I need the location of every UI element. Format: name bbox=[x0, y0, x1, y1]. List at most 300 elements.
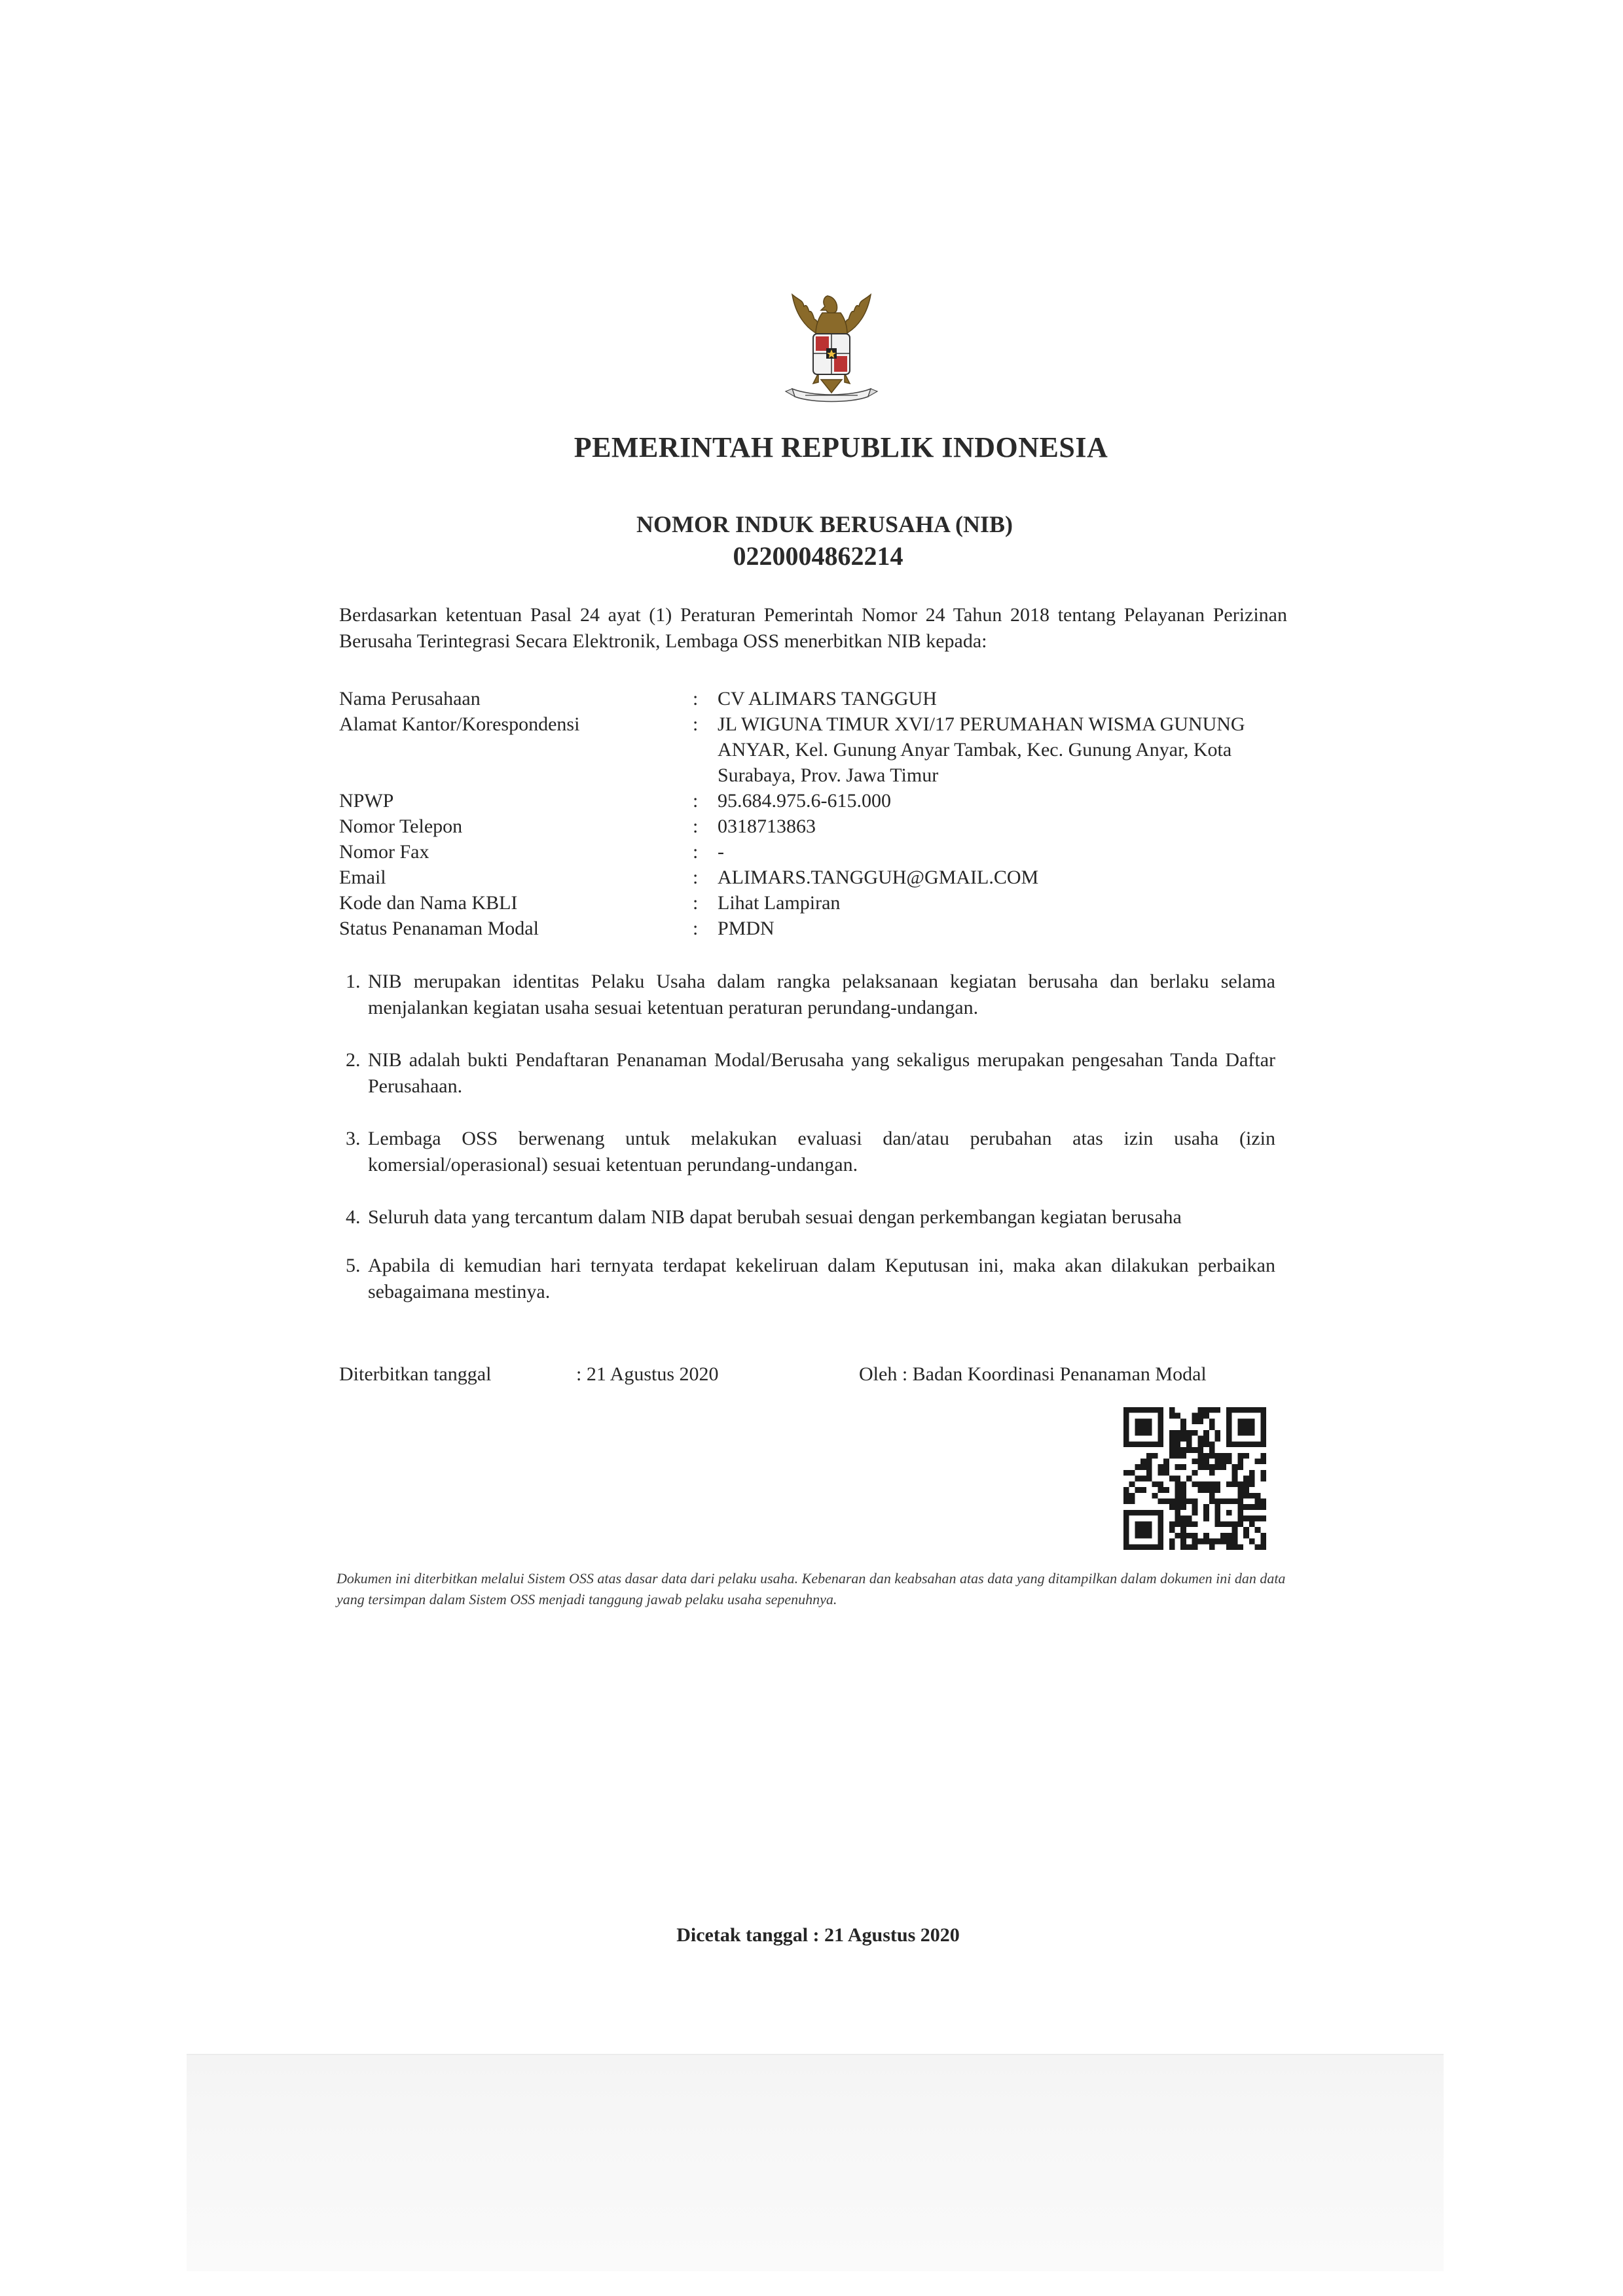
qr-module bbox=[1135, 1544, 1140, 1550]
company-info-table bbox=[339, 686, 1295, 941]
qr-module bbox=[1215, 1510, 1221, 1516]
qr-module bbox=[1203, 1441, 1209, 1447]
qr-module bbox=[1180, 1447, 1186, 1453]
qr-module bbox=[1249, 1441, 1255, 1447]
qr-module bbox=[1129, 1481, 1135, 1487]
qr-module bbox=[1237, 1493, 1243, 1499]
field-colon: : bbox=[693, 918, 699, 939]
qr-module bbox=[1243, 1430, 1249, 1436]
qr-module bbox=[1237, 1458, 1243, 1464]
qr-module bbox=[1255, 1441, 1261, 1447]
field-label: Alamat Kantor/Korespondensi bbox=[339, 713, 580, 735]
qr-module bbox=[1135, 1527, 1140, 1533]
field-colon: : bbox=[693, 713, 699, 735]
qr-module bbox=[1175, 1430, 1180, 1436]
qr-module bbox=[1140, 1441, 1146, 1447]
qr-module bbox=[1158, 1499, 1163, 1505]
qr-module bbox=[1237, 1544, 1243, 1550]
qr-module bbox=[1209, 1447, 1215, 1453]
qr-module bbox=[1146, 1527, 1152, 1533]
qr-module bbox=[1186, 1533, 1192, 1539]
qr-module bbox=[1226, 1481, 1232, 1487]
qr-module bbox=[1175, 1464, 1180, 1470]
qr-module bbox=[1260, 1458, 1266, 1464]
qr-module bbox=[1243, 1487, 1249, 1493]
qr-module bbox=[1237, 1521, 1243, 1527]
qr-module bbox=[1203, 1539, 1209, 1545]
qr-module bbox=[1215, 1436, 1221, 1442]
qr-module bbox=[1175, 1521, 1180, 1527]
qr-module bbox=[1237, 1504, 1243, 1510]
qr-module bbox=[1186, 1499, 1192, 1505]
qr-module bbox=[1203, 1413, 1209, 1419]
field-row-address bbox=[339, 711, 1295, 788]
qr-module bbox=[1123, 1516, 1129, 1522]
qr-module bbox=[1209, 1539, 1215, 1545]
field-value: Lihat Lampiran bbox=[718, 892, 841, 914]
qr-module bbox=[1255, 1544, 1261, 1550]
qr-module bbox=[1180, 1453, 1186, 1459]
qr-module bbox=[1209, 1544, 1215, 1550]
qr-module bbox=[1180, 1487, 1186, 1493]
qr-module bbox=[1249, 1470, 1255, 1476]
qr-module bbox=[1192, 1413, 1198, 1419]
qr-module bbox=[1169, 1441, 1175, 1447]
qr-module bbox=[1158, 1481, 1163, 1487]
qr-module bbox=[1169, 1499, 1175, 1505]
qr-module bbox=[1249, 1493, 1255, 1499]
qr-module bbox=[1140, 1476, 1146, 1482]
qr-module bbox=[1260, 1504, 1266, 1510]
qr-module bbox=[1158, 1424, 1163, 1430]
qr-module bbox=[1260, 1441, 1266, 1447]
qr-module bbox=[1255, 1516, 1261, 1522]
qr-module bbox=[1249, 1407, 1255, 1413]
qr-module bbox=[1192, 1539, 1198, 1545]
field-label: Status Penanaman Modal bbox=[339, 918, 539, 939]
intro-paragraph: Berdasarkan ketentuan Pasal 24 ayat (1) Peraturan Pemerintah Nomor 24 Tahun 2018 tentang Pelayanan Perizinan Berusaha Terintegrasi Secara Elektronik, Lembaga OSS menerbitkan NIB kepada: bbox=[339, 604, 1287, 652]
note-text: NIB merupakan identitas Pelaku Usaha dalam rangka pelaksanaan kegiatan berusaha dan berlaku selama menjalankan kegiatan usaha sesuai ketentuan peraturan perundang-undangan. bbox=[368, 971, 1275, 1018]
qr-module bbox=[1123, 1470, 1129, 1476]
qr-module bbox=[1260, 1539, 1266, 1545]
note-number: 5. bbox=[346, 1255, 361, 1276]
issued-date-label: Diterbitkan tanggal bbox=[339, 1363, 492, 1385]
qr-module bbox=[1215, 1453, 1221, 1459]
qr-module bbox=[1220, 1499, 1226, 1505]
qr-module bbox=[1152, 1481, 1158, 1487]
qr-module bbox=[1237, 1424, 1243, 1430]
qr-module bbox=[1197, 1441, 1203, 1447]
qr-module bbox=[1186, 1521, 1192, 1527]
field-value: ALIMARS.TANGGUH@GMAIL.COM bbox=[718, 867, 1039, 888]
qr-module bbox=[1152, 1407, 1158, 1413]
qr-module bbox=[1232, 1441, 1238, 1447]
qr-module bbox=[1203, 1464, 1209, 1470]
issuing-authority: Oleh : Badan Koordinasi Penanaman Modal bbox=[859, 1363, 1207, 1385]
qr-module bbox=[1197, 1464, 1203, 1470]
note-text: Lembaga OSS berwenang untuk melakukan evaluasi dan/atau perubahan atas izin usaha (izin komersial/operasional) sesuai ketentuan perundang-undangan. bbox=[368, 1128, 1275, 1175]
document-title: NOMOR INDUK BERUSAHA (NIB) bbox=[636, 511, 1013, 537]
qr-module bbox=[1123, 1487, 1129, 1493]
qr-module bbox=[1232, 1544, 1238, 1550]
note-number: 1. bbox=[346, 971, 361, 992]
qr-module bbox=[1169, 1436, 1175, 1442]
qr-module bbox=[1146, 1441, 1152, 1447]
issued-date-value: : 21 Agustus 2020 bbox=[576, 1363, 719, 1385]
qr-module bbox=[1180, 1533, 1186, 1539]
qr-module bbox=[1123, 1539, 1129, 1545]
note-text: Apabila di kemudian hari ternyata terdapat kekeliruan dalam Keputusan ini, maka akan dilakukan perbaikan sebagaimana mestinya. bbox=[368, 1255, 1275, 1302]
qr-module bbox=[1255, 1527, 1261, 1533]
field-value: 95.684.975.6-615.000 bbox=[718, 790, 891, 812]
qr-module bbox=[1169, 1453, 1175, 1459]
qr-module bbox=[1169, 1527, 1175, 1533]
qr-module bbox=[1192, 1418, 1198, 1424]
field-label: Nomor Fax bbox=[339, 841, 429, 863]
qr-module bbox=[1203, 1436, 1209, 1442]
qr-module bbox=[1175, 1504, 1180, 1510]
qr-module bbox=[1140, 1424, 1146, 1430]
qr-module bbox=[1249, 1539, 1255, 1545]
qr-module bbox=[1146, 1430, 1152, 1436]
qr-module bbox=[1232, 1539, 1238, 1545]
list-item bbox=[346, 1253, 1275, 1305]
qr-module bbox=[1180, 1464, 1186, 1470]
field-label: Email bbox=[339, 867, 386, 888]
field-row-company-name bbox=[339, 686, 1295, 711]
qr-module bbox=[1135, 1418, 1140, 1424]
qr-module bbox=[1243, 1441, 1249, 1447]
qr-module bbox=[1197, 1407, 1203, 1413]
qr-module bbox=[1123, 1413, 1129, 1419]
qr-module bbox=[1175, 1487, 1180, 1493]
qr-module bbox=[1129, 1544, 1135, 1550]
qr-module bbox=[1158, 1510, 1163, 1516]
qr-module bbox=[1243, 1481, 1249, 1487]
qr-module bbox=[1226, 1533, 1232, 1539]
qr-module bbox=[1146, 1476, 1152, 1482]
qr-module bbox=[1135, 1476, 1140, 1482]
qr-module bbox=[1123, 1521, 1129, 1527]
qr-module bbox=[1243, 1516, 1249, 1522]
field-value: - bbox=[718, 841, 724, 863]
qr-module bbox=[1260, 1533, 1266, 1539]
qr-module bbox=[1237, 1481, 1243, 1487]
nib-number: 0220004862214 bbox=[733, 541, 903, 571]
qr-module bbox=[1237, 1499, 1243, 1505]
qr-module bbox=[1123, 1418, 1129, 1424]
note-text: NIB adalah bukti Pendaftaran Penanaman Modal/Berusaha yang sekaligus merupakan pengesahan Tanda Daftar Perusahaan. bbox=[368, 1049, 1275, 1097]
qr-module bbox=[1169, 1413, 1175, 1419]
qr-module bbox=[1123, 1430, 1129, 1436]
qr-module bbox=[1215, 1516, 1221, 1522]
qr-module bbox=[1152, 1441, 1158, 1447]
note-number: 2. bbox=[346, 1049, 361, 1071]
qr-module bbox=[1255, 1493, 1261, 1499]
qr-module bbox=[1192, 1521, 1198, 1527]
qr-module bbox=[1209, 1470, 1215, 1476]
qr-module bbox=[1255, 1458, 1261, 1464]
qr-module bbox=[1215, 1481, 1221, 1487]
qr-module bbox=[1203, 1516, 1209, 1522]
qr-module bbox=[1249, 1481, 1255, 1487]
qr-module bbox=[1135, 1441, 1140, 1447]
qr-module bbox=[1192, 1510, 1198, 1516]
qr-module bbox=[1123, 1441, 1129, 1447]
qr-module bbox=[1215, 1464, 1221, 1470]
qr-module bbox=[1226, 1407, 1232, 1413]
qr-module bbox=[1163, 1470, 1169, 1476]
qr-module bbox=[1249, 1424, 1255, 1430]
qr-module bbox=[1209, 1493, 1215, 1499]
qr-module bbox=[1237, 1487, 1243, 1493]
field-colon: : bbox=[693, 841, 699, 863]
garuda-emblem-icon bbox=[766, 281, 897, 412]
qr-module bbox=[1129, 1510, 1135, 1516]
field-row-fax bbox=[339, 839, 1295, 865]
scan-artifact-band bbox=[187, 2055, 1444, 2271]
qr-module bbox=[1232, 1470, 1238, 1476]
qr-module bbox=[1180, 1424, 1186, 1430]
qr-module bbox=[1260, 1413, 1266, 1419]
list-item bbox=[346, 1204, 1275, 1230]
qr-module bbox=[1226, 1424, 1232, 1430]
list-item bbox=[346, 1126, 1275, 1178]
note-number: 3. bbox=[346, 1128, 361, 1149]
qr-module bbox=[1158, 1516, 1163, 1522]
qr-module bbox=[1180, 1516, 1186, 1522]
qr-module bbox=[1243, 1424, 1249, 1430]
qr-module bbox=[1129, 1499, 1135, 1505]
qr-module bbox=[1226, 1453, 1232, 1459]
qr-module bbox=[1129, 1407, 1135, 1413]
qr-module bbox=[1220, 1539, 1226, 1545]
qr-module bbox=[1209, 1481, 1215, 1487]
note-text: Seluruh data yang tercantum dalam NIB dapat berubah sesuai dengan perkembangan kegiatan berusaha bbox=[368, 1206, 1182, 1228]
qr-module bbox=[1220, 1521, 1226, 1527]
qr-module bbox=[1209, 1499, 1215, 1505]
qr-module bbox=[1140, 1487, 1146, 1493]
field-row-kbli bbox=[339, 890, 1295, 916]
qr-module bbox=[1169, 1447, 1175, 1453]
qr-module bbox=[1215, 1487, 1221, 1493]
list-item bbox=[346, 969, 1275, 1021]
qr-module bbox=[1192, 1430, 1198, 1436]
qr-module bbox=[1232, 1476, 1238, 1482]
qr-module bbox=[1232, 1527, 1238, 1533]
qr-module bbox=[1135, 1487, 1140, 1493]
qr-module bbox=[1158, 1533, 1163, 1539]
qr-module bbox=[1169, 1539, 1175, 1545]
qr-module bbox=[1209, 1453, 1215, 1459]
qr-module bbox=[1203, 1504, 1209, 1510]
qr-module bbox=[1237, 1453, 1243, 1459]
qr-module bbox=[1140, 1521, 1146, 1527]
qr-module bbox=[1237, 1418, 1243, 1424]
qr-module bbox=[1226, 1521, 1232, 1527]
field-label: NPWP bbox=[339, 790, 394, 812]
qr-module bbox=[1140, 1407, 1146, 1413]
qr-module bbox=[1192, 1458, 1198, 1464]
field-value: 0318713863 bbox=[718, 816, 816, 837]
field-row-email bbox=[339, 865, 1295, 890]
qr-module bbox=[1140, 1418, 1146, 1424]
qr-module bbox=[1146, 1424, 1152, 1430]
qr-module bbox=[1260, 1516, 1266, 1522]
qr-module bbox=[1237, 1441, 1243, 1447]
qr-module bbox=[1237, 1464, 1243, 1470]
field-label: Nomor Telepon bbox=[339, 816, 463, 837]
qr-module bbox=[1192, 1533, 1198, 1539]
qr-module bbox=[1215, 1458, 1221, 1464]
qr-module bbox=[1158, 1544, 1163, 1550]
qr-module bbox=[1146, 1464, 1152, 1470]
qr-module bbox=[1180, 1527, 1186, 1533]
qr-module bbox=[1260, 1453, 1266, 1459]
qr-module bbox=[1129, 1493, 1135, 1499]
qr-module bbox=[1215, 1539, 1221, 1545]
qr-module bbox=[1197, 1436, 1203, 1442]
qr-module bbox=[1146, 1470, 1152, 1476]
qr-module bbox=[1220, 1458, 1226, 1464]
qr-module bbox=[1203, 1510, 1209, 1516]
qr-module bbox=[1135, 1521, 1140, 1527]
qr-module bbox=[1226, 1441, 1232, 1447]
qr-code-icon bbox=[1123, 1407, 1266, 1550]
qr-module bbox=[1226, 1418, 1232, 1424]
qr-module bbox=[1123, 1510, 1129, 1516]
qr-module bbox=[1175, 1499, 1180, 1505]
qr-module bbox=[1249, 1430, 1255, 1436]
qr-module bbox=[1186, 1447, 1192, 1453]
qr-module bbox=[1197, 1413, 1203, 1419]
qr-module bbox=[1255, 1407, 1261, 1413]
qr-module bbox=[1209, 1407, 1215, 1413]
qr-module bbox=[1209, 1441, 1215, 1447]
qr-module bbox=[1158, 1539, 1163, 1545]
qr-module bbox=[1243, 1407, 1249, 1413]
field-colon: : bbox=[693, 688, 699, 709]
qr-module bbox=[1146, 1453, 1152, 1459]
qr-module bbox=[1232, 1407, 1238, 1413]
qr-module bbox=[1158, 1413, 1163, 1419]
qr-module bbox=[1237, 1516, 1243, 1522]
qr-module bbox=[1243, 1476, 1249, 1482]
qr-module bbox=[1158, 1487, 1163, 1493]
qr-module bbox=[1140, 1430, 1146, 1436]
qr-module bbox=[1232, 1481, 1238, 1487]
qr-module bbox=[1158, 1470, 1163, 1476]
list-item bbox=[346, 1047, 1275, 1100]
qr-module bbox=[1152, 1544, 1158, 1550]
qr-module bbox=[1220, 1464, 1226, 1470]
qr-module bbox=[1203, 1481, 1209, 1487]
qr-module bbox=[1123, 1533, 1129, 1539]
qr-module bbox=[1192, 1499, 1198, 1505]
qr-module bbox=[1186, 1516, 1192, 1522]
qr-module bbox=[1260, 1476, 1266, 1482]
qr-module bbox=[1169, 1521, 1175, 1527]
qr-module bbox=[1175, 1533, 1180, 1539]
qr-module bbox=[1226, 1413, 1232, 1419]
qr-module bbox=[1192, 1544, 1198, 1550]
qr-module bbox=[1158, 1430, 1163, 1436]
qr-module bbox=[1152, 1453, 1158, 1459]
qr-module bbox=[1175, 1481, 1180, 1487]
qr-module bbox=[1220, 1453, 1226, 1459]
qr-module bbox=[1209, 1487, 1215, 1493]
qr-module bbox=[1197, 1539, 1203, 1545]
qr-module bbox=[1123, 1424, 1129, 1430]
qr-module bbox=[1197, 1487, 1203, 1493]
qr-module bbox=[1232, 1521, 1238, 1527]
qr-module bbox=[1169, 1544, 1175, 1550]
qr-module bbox=[1146, 1407, 1152, 1413]
qr-module bbox=[1260, 1418, 1266, 1424]
field-label: Nama Perusahaan bbox=[339, 688, 481, 709]
qr-module bbox=[1180, 1481, 1186, 1487]
qr-module bbox=[1180, 1499, 1186, 1505]
qr-module bbox=[1197, 1418, 1203, 1424]
qr-module bbox=[1260, 1424, 1266, 1430]
qr-module bbox=[1249, 1504, 1255, 1510]
qr-module bbox=[1186, 1441, 1192, 1447]
qr-module bbox=[1180, 1521, 1186, 1527]
qr-module bbox=[1186, 1430, 1192, 1436]
qr-module bbox=[1249, 1521, 1255, 1527]
qr-module bbox=[1158, 1436, 1163, 1442]
qr-module bbox=[1146, 1510, 1152, 1516]
qr-module bbox=[1220, 1533, 1226, 1539]
qr-module bbox=[1135, 1407, 1140, 1413]
qr-module bbox=[1243, 1527, 1249, 1533]
qr-module bbox=[1140, 1533, 1146, 1539]
qr-module bbox=[1226, 1430, 1232, 1436]
qr-module bbox=[1129, 1470, 1135, 1476]
qr-module bbox=[1197, 1481, 1203, 1487]
qr-module bbox=[1209, 1424, 1215, 1430]
field-value: CV ALIMARS TANGGUH bbox=[718, 688, 937, 709]
qr-module bbox=[1152, 1510, 1158, 1516]
qr-module bbox=[1243, 1533, 1249, 1539]
field-row-investment-status bbox=[339, 916, 1295, 941]
qr-module bbox=[1180, 1504, 1186, 1510]
qr-module bbox=[1140, 1544, 1146, 1550]
field-row-npwp bbox=[339, 788, 1295, 814]
qr-module bbox=[1175, 1516, 1180, 1522]
qr-module bbox=[1192, 1481, 1198, 1487]
qr-module bbox=[1226, 1539, 1232, 1545]
qr-module bbox=[1180, 1430, 1186, 1436]
qr-module bbox=[1158, 1441, 1163, 1447]
qr-module bbox=[1146, 1521, 1152, 1527]
qr-module bbox=[1140, 1510, 1146, 1516]
qr-module bbox=[1135, 1430, 1140, 1436]
qr-module bbox=[1226, 1544, 1232, 1550]
qr-module bbox=[1255, 1504, 1261, 1510]
qr-module bbox=[1203, 1453, 1209, 1459]
qr-module bbox=[1260, 1470, 1266, 1476]
qr-module bbox=[1197, 1453, 1203, 1459]
qr-module bbox=[1232, 1499, 1238, 1505]
qr-module bbox=[1123, 1493, 1129, 1499]
qr-module bbox=[1158, 1527, 1163, 1533]
qr-module bbox=[1226, 1436, 1232, 1442]
qr-module bbox=[1123, 1544, 1129, 1550]
qr-module bbox=[1203, 1430, 1209, 1436]
qr-module bbox=[1146, 1418, 1152, 1424]
qr-module bbox=[1180, 1493, 1186, 1499]
